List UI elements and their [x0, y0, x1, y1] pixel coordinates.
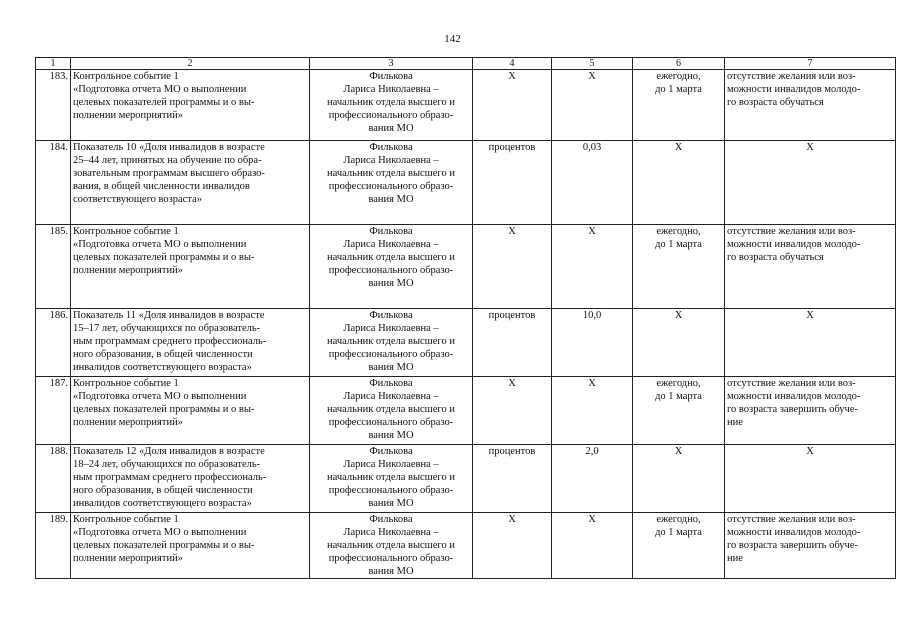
row-number: 185. [36, 225, 71, 309]
row-responsible: Филькова Лариса Николаевна – начальник отдела высшего и профессионального образо- вания МО [310, 225, 473, 309]
data-table [35, 57, 896, 579]
table-row [36, 445, 896, 513]
column-header: 7 [725, 58, 896, 70]
column-header: 4 [473, 58, 552, 70]
row-value: 10,0 [552, 309, 633, 377]
row-risk: отсутствие желания или воз- можности инвалидов молодо- го возраста обучаться [725, 70, 896, 141]
row-number: 186. [36, 309, 71, 377]
column-header: 2 [71, 58, 310, 70]
row-unit: процентов [473, 141, 552, 225]
table-row [36, 309, 896, 377]
row-responsible: Филькова Лариса Николаевна – начальник отдела высшего и профессионального образо- вания МО [310, 377, 473, 445]
row-description: Контрольное событие 1 «Подготовка отчета МО о выполнении целевых показателей программы и о вы- полнении мероприятий» [71, 225, 310, 309]
row-description: Показатель 12 «Доля инвалидов в возрасте 18–24 лет, обучающихся по образователь- ным программам среднего профессиональ- ного образования, в общей численности инвалидов соответствующего возраста» [71, 445, 310, 513]
row-description: Контрольное событие 1 «Подготовка отчета МО о выполнении целевых показателей программы и о вы- полнении мероприятий» [71, 513, 310, 579]
table-row [36, 377, 896, 445]
row-description: Показатель 11 «Доля инвалидов в возрасте 15–17 лет, обучающихся по образователь- ным программам среднего профессиональ- ного образования, в общей численности инвалидов соответствующего возраста» [71, 309, 310, 377]
column-header: 3 [310, 58, 473, 70]
row-number: 188. [36, 445, 71, 513]
row-risk: Х [725, 445, 896, 513]
row-risk: отсутствие желания или воз- можности инвалидов молодо- го возраста обучаться [725, 225, 896, 309]
row-responsible: Филькова Лариса Николаевна – начальник отдела высшего и профессионального образо- вания МО [310, 309, 473, 377]
row-period: ежегодно, до 1 марта [633, 225, 725, 309]
header-row [36, 58, 896, 70]
row-responsible: Филькова Лариса Николаевна – начальник отдела высшего и профессионального образо- вания МО [310, 141, 473, 225]
row-unit: процентов [473, 309, 552, 377]
row-value: 0,03 [552, 141, 633, 225]
column-header: 1 [36, 58, 71, 70]
table-row [36, 70, 896, 141]
table-row [36, 225, 896, 309]
row-period: Х [633, 309, 725, 377]
row-description: Показатель 10 «Доля инвалидов в возрасте 25–44 лет, принятых на обучение по обра- зовательным программам высшего образо- вания, в общей численности инвалидов соответствующего возраста» [71, 141, 310, 225]
row-number: 184. [36, 141, 71, 225]
row-value: 2,0 [552, 445, 633, 513]
row-period: ежегодно, до 1 марта [633, 377, 725, 445]
row-responsible: Филькова Лариса Николаевна – начальник отдела высшего и профессионального образо- вания МО [310, 445, 473, 513]
row-period: Х [633, 141, 725, 225]
row-value: Х [552, 225, 633, 309]
row-unit: Х [473, 377, 552, 445]
table-row [36, 141, 896, 225]
row-risk: Х [725, 309, 896, 377]
row-risk: отсутствие желания или воз- можности инвалидов молодо- го возраста завершить обуче- ние [725, 513, 896, 579]
row-description: Контрольное событие 1 «Подготовка отчета МО о выполнении целевых показателей программы и о вы- полнении мероприятий» [71, 70, 310, 141]
row-number: 183. [36, 70, 71, 141]
row-number: 189. [36, 513, 71, 579]
row-responsible: Филькова Лариса Николаевна – начальник отдела высшего и профессионального образо- вания МО [310, 513, 473, 579]
row-risk: Х [725, 141, 896, 225]
row-unit: процентов [473, 445, 552, 513]
row-risk: отсутствие желания или воз- можности инвалидов молодо- го возраста завершить обуче- ние [725, 377, 896, 445]
row-value: Х [552, 377, 633, 445]
row-unit: Х [473, 513, 552, 579]
row-value: Х [552, 70, 633, 141]
row-unit: Х [473, 70, 552, 141]
table-row [36, 513, 896, 579]
row-period: Х [633, 445, 725, 513]
row-unit: Х [473, 225, 552, 309]
row-number: 187. [36, 377, 71, 445]
row-value: Х [552, 513, 633, 579]
row-period: ежегодно, до 1 марта [633, 70, 725, 141]
row-responsible: Филькова Лариса Николаевна – начальник отдела высшего и профессионального образо- вания МО [310, 70, 473, 141]
page-number: 142 [444, 33, 461, 45]
row-period: ежегодно, до 1 марта [633, 513, 725, 579]
column-header: 5 [552, 58, 633, 70]
column-header: 6 [633, 58, 725, 70]
row-description: Контрольное событие 1 «Подготовка отчета МО о выполнении целевых показателей программы и о вы- полнении мероприятий» [71, 377, 310, 445]
